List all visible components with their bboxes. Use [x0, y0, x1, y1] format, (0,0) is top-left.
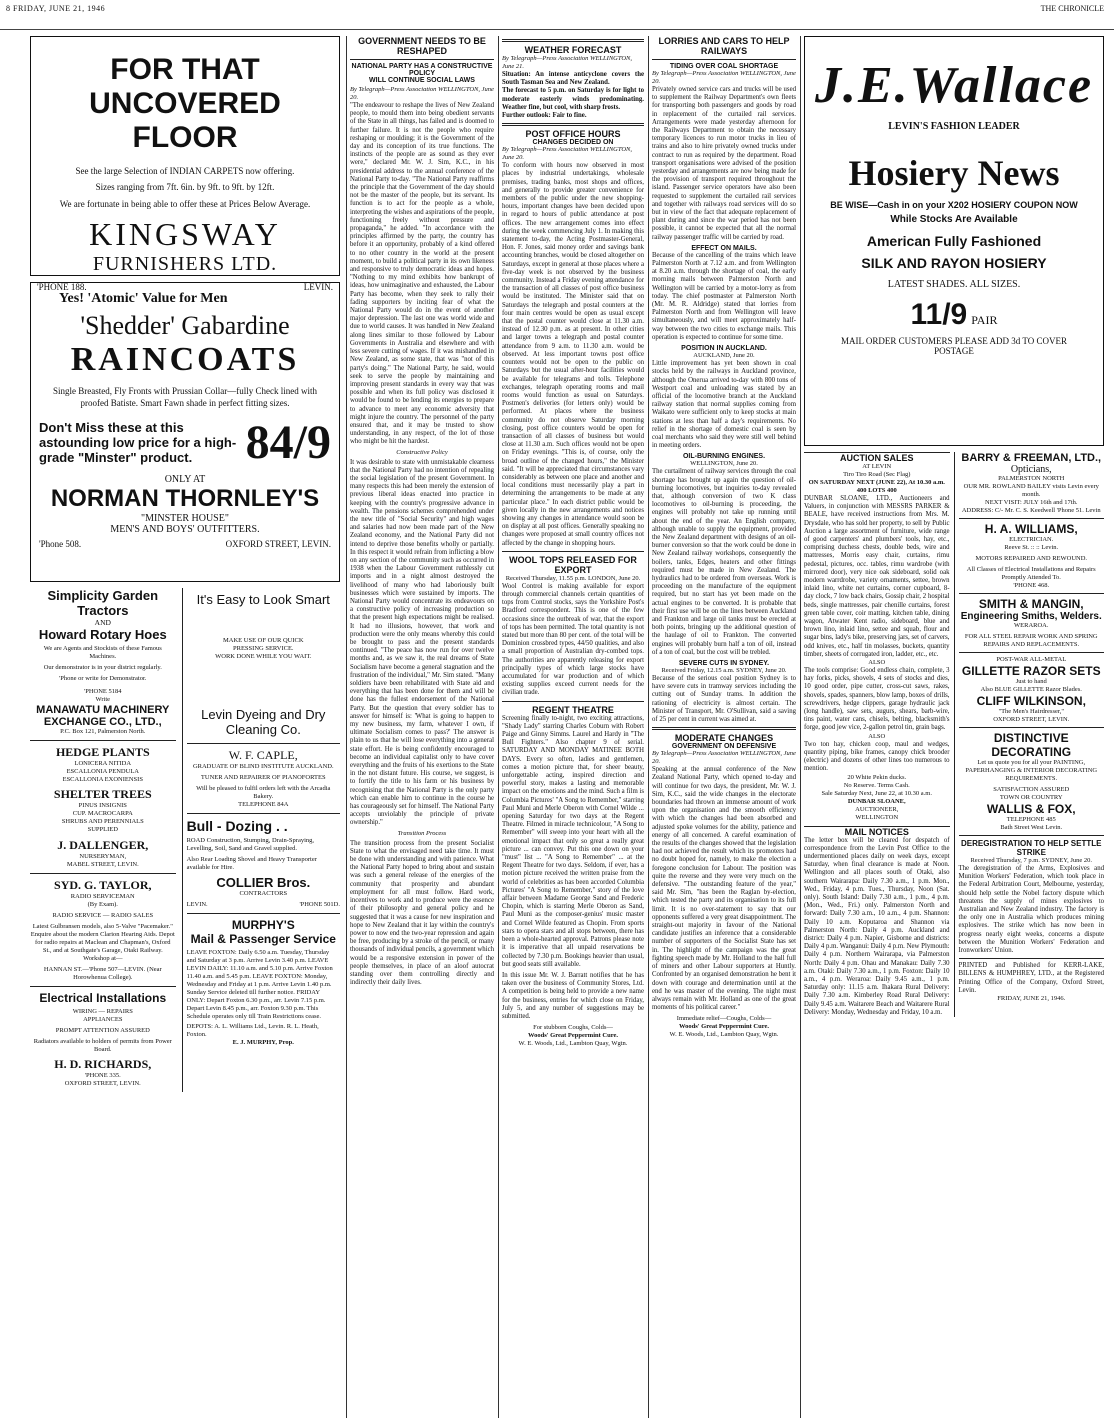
raincoats-l2: 'Shedder' Gabardine	[80, 311, 290, 340]
dereg-received: Received Thursday, 7 p.m. SYDNEY, June 20.	[970, 857, 1093, 864]
column-1	[30, 36, 340, 1092]
column-2	[350, 36, 494, 1416]
dereg-body: The deregistration of the Arms, Explosives and Munition Workers' Federation, which took place in the Federal Arbitration Court, Melbourne, yesterday, should help settle the Nobel factory dispute which threatens the supply of mines explosives to Australian and New Zealand industry. The factory is the only one in Australia which produces mining explosives. The strike which has now been in progress nearly eight weeks, concerns a dispute between the Munition Workers' Federation and Ironworkers' Union.	[958, 865, 1104, 955]
simplicity-ad	[30, 588, 176, 741]
taylor-body: Latest Gulbransen models, also 5-Valve "Pacemaker." Enquire about the modern Clarion Hearing Aids. Depot for radio repairs at Maclean and Chapman's, Oxford St., and at Southgate's Garage, Otaki Railway. Workshop at—	[30, 923, 175, 962]
hedge-addr: MABEL STREET, LEVIN.	[66, 861, 139, 868]
murphy-ad	[187, 914, 340, 1051]
electrical-phone: 'PHONE 335.	[84, 1072, 121, 1079]
raincoats-price: 84/9	[245, 416, 331, 469]
hedge-t2: SHELTER TREES	[53, 787, 152, 801]
gillette-l3: Just to hand	[1015, 678, 1047, 685]
post-body: To conform with hours now observed in most places by industrial undertakings, wholesale premises, trading banks, most shops and offices, and generally to provide greater convenience for members of the public under the new shopping-hours, important changes have been decided upon in regard to hours of public attendance at post offices. The new arrangement comes into effect during the week commencing July 1. In making this statement to-day, the Acting Postmaster-General, Hon. F. Jones, said money order and savings bank accounting branches, would be closed altogether on Saturdays, except in general at those places where a five-day week is not observed by the business community. Instead a Friday evening attendance for the transaction of all classes of post office business would be instituted. The Minister said that on Saturdays the telegraph and postal counters at the four main centres would be open as usual except that the postal counter would close at 11.30 a.m. instead of 12.30 p.m. as at present. In other cities and larger towns a telegraph and postal counter attendance from 9 a.m. to 11.30 a.m. would be observed. At less important towns post office counters would not be open to the public on Saturdays but the usual after-hour facilities would be available for telegrams and tolls. Telephone exchanges, telegraph operating rooms and mail rooms would function as usual on Saturdays. Postmen's deliveries (for letters only) would be performed. At places where the business community do not observe Saturday morning closing, post office counters would be open for transaction of all classes of business but would close at 11.30 a.m. Such offices would not be open on Friday evenings. "This is, of course, only the broad outline of the changed hours," the Minister said. "It will be appreciated that circumstances vary considerably as between one place and another and local conditions must necessarily play a part in determining the arrangements to be made at any particular place." In each district public would be given locally in the new arrangements and notices showing any changes in attendance would soon be on display at all post offices. Generally speaking no changes were proposed at small country offices not affected by the change in shopping hours.	[502, 162, 644, 547]
hedge-list2: PINUS INSIGNIS CUP. MACROCARPA SHRUBS AND PERENNIALS SUPPLIED	[61, 802, 144, 833]
oil-body: The curtailment of railway services through the coal shortage has brought up again the question of oil-burning locomotives, but inquiries to-day revealed that, although conversion of two K class locomotives to oil-burning is proceeding, the engines will probably not take up running until about the end of the year. An English company, although unable to supply the equipment, provided the New Zealand department with designs of an oil-burner conversion so that the work could be done in New Zealand railway workshops, consequently the boilers, tanks, Edges, heaters and other fittings required must be made in New Zealand. The hydraulics had to be ordered from overseas. Work is proceeding on the manufacture of the equipment required, but no start has yet been made on the actual engines to be converted. It is probable that their first use will be on the lines between Auckland and Frankton and large oil tanks must be erected at both points, bringing up the additional question of the haulage of oil to Frankton. The converted engines will probably burn half a ton of oil, instead of a ton of coal, but the cost will be trebled.	[652, 468, 796, 656]
taylor-name: SYD. G. TAYLOR,	[54, 878, 152, 892]
simplicity-p1: We are Agents and Stockists of these Famous Machines.	[43, 645, 162, 660]
gov-body-3: The transition process from the present Socialist State to what the envisaged need take time. It must be done with understanding and with patience. What the National Party hoped to bring about and sustain was such a general release of the energies of the community that prosperity and abundant employment for all must follow. Hard work, incentives to work and to produce were the essence of their philosophy and general policy and he suggested that it was a cause for new inspiration and hope to New Zealand that it lay within the country's power to now end the two-year repression and again be free, producing by a stroke of the pencil, or many thousands of individual pencils, a government which would be a responsive extension in power of the people themselves, in place of an aloof autocrat standing over them controlling directly and indirectly their daily lives.	[350, 839, 494, 987]
woods-ad-2: Woods' Great Peppermint Cure.	[527, 1032, 619, 1040]
wool-title: WOOL TOPS RELEASED FOR EXPORT	[509, 554, 637, 575]
taylor-addr: HANNAN ST.—'Phone 507—LEVIN. (Near Horowhenua College).	[43, 966, 162, 981]
auction-place: Tiro Tiro Road (Sec Flag)	[843, 471, 911, 478]
gillette-addr: OXFORD STREET, LEVIN.	[993, 716, 1070, 723]
williams-ad	[959, 519, 1105, 594]
post-sub: CHANGES DECIDED ON	[532, 139, 614, 147]
imprint-body: PRINTED and Published for KERR-LAKE, BILLENS & HUMPHREY, LTD., at the Registered Printing Office of the Company, Oxford Street, Levin.	[958, 962, 1104, 994]
raincoats-ad	[30, 282, 340, 582]
auction-also-2: ALSO	[868, 732, 886, 740]
kingsway-town: LEVIN.	[303, 282, 333, 292]
barratt-body: In this issue Mr. W. J. Barratt notifies that he has taken over the business of Community Stores, Ltd. A competition is being held to provide a new name for the business, entries for which close on Friday, July 5, and any number of suggestions may be submitted.	[502, 971, 644, 1020]
gillette-role: "The Men's Hairdresser,"	[998, 708, 1065, 715]
sydney-title: SEVERE CUTS IN SYDNEY.	[678, 660, 770, 667]
moderate-sub: GOVERNMENT ON DEFENSIVE	[671, 743, 777, 751]
kingsway-title-1: FOR THAT UNCOVERED	[89, 53, 281, 120]
wallace-wise: BE WISE—Cash in on your X202 HOSIERY COUPON NOW	[830, 200, 1078, 210]
simplicity-p3: 'Phone or write for Demonstrator.	[59, 675, 147, 682]
wallis-sat: SATISFACTION ASSURED	[993, 786, 1070, 793]
weather-forecast: The forecast to 5 p.m. on Saturday is for light to moderate easterly winds predominating. Weather fine, but cool, with sharp frosts.	[502, 87, 644, 111]
smith-body: FOR ALL STEEL REPAIR WORK AND SPRING REPAIRS AND REPLACEMENTS.	[964, 633, 1098, 648]
electrical-rad: Radiators available to holders of permits from Power Board.	[33, 1038, 172, 1053]
auction-lots: 400 LOTS 400	[856, 487, 897, 494]
electrical-name: H. D. RICHARDS,	[54, 1057, 152, 1071]
auction-hens: 20 White Pekin ducks.	[847, 773, 907, 781]
barry-role: Opticians,	[1010, 464, 1052, 475]
wallace-shades: LATEST SHADES. ALL SIZES.	[887, 279, 1021, 290]
dereg-article	[959, 836, 1105, 958]
sydney-body: Because of the serious coal position Sydney is to have severe cuts in tramway services including the cutting out of Sunday trams. In addition the rationing of electricity is almost certain. The Minister of Transport, Mr. O'Sullivan, said a saving of 25 per cent in current was aimed at.	[652, 675, 796, 724]
gillette-l4: Also BLUE GILLETTE Razor Blades.	[980, 686, 1082, 693]
weather-byline: By Telegraph—Press Association WELLINGTON, June 21.	[502, 55, 633, 70]
kingsway-p1: See the large Selection of INDIAN CARPETS now offering.	[75, 166, 295, 176]
smart-title: It's Easy to Look Smart	[196, 592, 330, 607]
electrical-appl: APPLIANCES	[83, 1016, 123, 1023]
wallis-body: Let us quote you for all your PAINTING, PAPERHANGING & INTERIOR DECORATING REQUIREMENTS.	[965, 759, 1098, 782]
header-date: 8 FRIDAY, JUNE 21, 1946	[6, 4, 106, 13]
barry-name: BARRY & FREEMAN, LTD.,	[961, 452, 1102, 464]
kingsway-p2: Sizes ranging from 7ft. 6in. by 9ft. to 9ft. by 12ft.	[95, 182, 275, 192]
raincoats-desc: Single Breasted, Fly Fronts with Prussian Collar—fully Check lined with proofed Batiste. Smart Fawn shade in perfect fitting sizes.	[53, 386, 317, 408]
gillette-ad	[959, 653, 1105, 728]
caple-ad	[187, 744, 340, 814]
caple-name: W. F. CAPLE,	[228, 748, 298, 762]
wallis-town: TOWN OR COUNTRY	[999, 794, 1063, 801]
williams-phone: 'PHONE 468.	[1013, 582, 1050, 589]
moderate-title: MODERATE CHANGES	[674, 733, 774, 744]
kingsway-title-2: FLOOR	[132, 121, 238, 154]
woods-ad-3: W. E. Woods, Ltd., Lambton Quay, Wgtn.	[518, 1040, 628, 1048]
mails-body: Because of the cancelling of the trains which leave Palmerston North at 7.12 a.m. and from Wellington at 8.20 a.m. through the shortage of coal, the early morning mails between Palmerston North and Wellington will be carried by a motor-lorry as from today. The chief postmaster at Palmerston North (Mr. M. R. Aldridge) stated that lorries from Palmerston North and from Wellington will leave simultaneously, and will meet approximately half-way between the two cities to exchange mails. This operation is expected to continue for some time.	[652, 251, 796, 341]
smart-l1: MAKE USE OF OUR QUICK	[223, 637, 304, 644]
electrical-addr: OXFORD STREET, LEVIN.	[64, 1080, 141, 1087]
wallace-fash: American Fully Fashioned	[866, 233, 1042, 249]
mail-title: MAIL NOTICES	[844, 826, 909, 837]
kingsway-name-2: FURNISHERS LTD.	[92, 253, 278, 275]
column-5	[804, 36, 1104, 1017]
auckland-dateline: AUCKLAND, June 20.	[693, 352, 755, 360]
auction-auct: DUNBAR SLOANE,	[847, 797, 906, 805]
auction-title: AUCTION SALES	[839, 453, 914, 463]
header-masthead: THE CHRONICLE	[1040, 4, 1104, 13]
hedge-list1: LONICERA NITIDA ESCALLONIA PENDULA ESCALLONIA EXONIENSIS	[62, 760, 143, 783]
auckland-title: POSITION IN AUCKLAND.	[681, 345, 767, 353]
relief-3: W. E. Woods, Ltd., Lambton Quay, Wgtn.	[669, 1031, 779, 1039]
williams-motors: MOTORS REPAIRED AND REWOUND.	[975, 555, 1088, 562]
wallace-price: 11/9	[910, 298, 968, 331]
kingsway-ad	[30, 36, 340, 292]
smart-ad	[187, 592, 340, 744]
hedge-role: NURSERYMAN,	[79, 853, 127, 860]
barry-addr: ADDRESS: C/- Mr. C. S. Keedwell 'Phone 51. Levin	[961, 507, 1101, 514]
murphy-body: LEAVE FOXTON: Daily 6.50 a.m. Tuesday, Thursday and Saturday at 3 p.m. Arrive Levin 3.40 p.m. LEAVE LEVIN DAILY: 11.10 a.m. and 5.10 p.m. Arrive Foxton 11.40 a.m. and 5.45 p.m. LEAVE FOXTON: Monday, Wednesday and Friday at 1 p.m. Arrive Levin 1.40 p.m. Sunday Service deleted till further notice. FRIDAY ONLY: Depart Foxton 6.30 p.m., arr. Levin 7.15 p.m. Depart Levin 8.45 p.m., arr. Foxton 9.30 p.m. This Schedule operates only till Train Restrictions cease.	[186, 949, 333, 1020]
simplicity-co: MANAWATU MACHINERY EXCHANGE CO., LTD.,	[36, 704, 170, 728]
kingsway-phone: 'PHONE 188.	[37, 282, 87, 292]
column-rule	[648, 36, 649, 1418]
electrical-ad	[30, 987, 176, 1092]
murphy-depots: DEPOTS: A. L. Williams Ltd., Levin. R. L. Heath, Foxton.	[186, 1023, 319, 1038]
imprint	[959, 958, 1105, 1003]
woods-ad-1: For stubborn Coughs, Colds—	[533, 1024, 613, 1032]
hedge-ad	[30, 741, 176, 874]
relief-2: Woods' Great Peppermint Cure.	[678, 1023, 770, 1031]
hedge-t1: HEDGE PLANTS	[55, 745, 150, 759]
wallis-addr: Bath Street West Levin.	[1000, 824, 1063, 831]
wallace-ad	[804, 36, 1104, 446]
taylor-ad	[30, 874, 176, 987]
auction-town: WELLINGTON	[855, 813, 899, 821]
regent-body: Screening finally to-night, two exciting attractions, "Shady Lady" starring Charles Coburn with Robert Paige and Ginny Simms. Laurel and Hardy in "The Bull Fighters." Also chapter 9 of serial. SATURDAY AND MONDAY MATINEE BOTH DAYS. Every so often, ladies and gentlemen, comes a motion picture that, for sheer beauty, unforgettable acting, inspired direction and powerful story, makes a lasting and memorable impact on the emotions and the mind. Such a film is Columbia Pictures' "A Song to Remember," starring Paul Muni and Merle Oberon with Cornel Wilde ... opening Saturday for two days at the Regent Theatre. Filmed in miracle technicolour, "A Song to Remember" will sweep into your heart with all the emotional impact that only so great a really great picture ... can convey. Put this one down on your "must" list ... "A Song to Remember" ... at the Regent Theatre for two days. Seldom, if ever, has a motion picture received the written praise from the world of celebrities as has been accorded Columbia Pictures' "A Song to Remember," story of the love affair between Madame George Sand and Frederic Chopin, which is starring Merle Oberon as Sand, Paul Muni as the composer-genius' music master and Cornel Wilde featured as Chopin. From sports stars to opera stars and all stops between, there has been a whole-hearted approval. Patrons please note it is imperative that all unpaid reservations be collected by 7.30 p.m. Bookings heavier than usual, but good seats still available.	[502, 714, 644, 968]
williams-name: H. A. WILLIAMS,	[984, 522, 1078, 536]
lorries-byline: By Telegraph—Press Association WELLINGTON, June 20.	[652, 70, 796, 85]
bulldoze-body: ROAD Construction, Stumping, Drain-Spraying, Levelling, Soil, Sand and Gravel supplied.	[186, 837, 315, 852]
auction-date: ON SATURDAY NEXT (JUNE 22), At 10.30 a.m.	[808, 479, 945, 486]
auction-body: DUNBAR SLOANE, LTD., Auctioneers and Valuers, in conjunction with MESSRS PARKER & BEALE, have received instructions from Mrs. M. Drysdale, who has sold her property, to sell by Public Auction a large assortment of furniture, wide range of good carpenters' and plumbers' tools, hay, etc., comprising duchess chests, double beds, wire and mattresses, Morris easy chair, curtains, rimu pedestal, pictures, occ. tables, rimu wardrobe (with mirrored door), very nice oak sideboard, solid oak modern warrdrobe, variety ornaments, settee, brown inlaid lino, white net curtains, corner cupboard, 8-day clock, 7 low back chairs, Gossip chair, 2 hospital beds, single mattresses, pair chenille curtains, forest green table cover, coir matting, kitchen table, dining wagon, Atwater Kent radio, sideboard, blue and brown lino, inlaid lino, settee and squab, flour and sugar bins, lady's bike, preserving jars, set of carvers, odd knives, etc., half tin molasses, buckets, quantity timber, sheets of corrugated iron, ladder, etc., etc.	[804, 495, 950, 658]
lorries-title: LORRIES AND CARS TO HELP RAILWAYS	[658, 36, 790, 56]
wallace-while: While Stocks Are Available	[890, 214, 1018, 225]
gillette-l1: POST-WAR ALL-METAL	[996, 656, 1067, 663]
barry-next: NEXT VISIT: JULY 16th and 17th.	[985, 499, 1078, 506]
simplicity-write: Write	[95, 696, 111, 703]
raincoats-outfit: MEN'S AND BOYS' OUTFITTERS.	[110, 524, 260, 535]
wallis-ad	[959, 728, 1105, 836]
raincoats-addr: OXFORD STREET, LEVIN.	[225, 539, 331, 549]
caple-phone: TELEPHONE 84A	[238, 801, 289, 808]
auction-also: ALSO	[868, 659, 886, 667]
gillette-name: CLIFF WILKINSON,	[976, 694, 1086, 708]
wallace-mail: MAIL ORDER CUSTOMERS PLEASE ADD 3d TO COVER POSTAGE	[841, 336, 1067, 356]
mail-body: The letter box will be cleared for despatch of correspondence from the Levin Post Office to the undermentioned places daily on week days, except Saturday, when final clearance is made at Noon. Wellington and all places south of Otaki, also southern Wairarapa: Daily 7.30 a.m., 1 p.m. Mon., Wed., Friday, 4 p.m. Tues., Thursday, Noon (Sat. only). South Island: Daily 7.30 a.m., 1 p.m., 4 p.m. (Mon., Wed., Fri.) only. Palmerston North and forward: Daily 7.30 a.m., 10 a.m., 4 p.m. Shannon: Daily 10 a.m. Koputaroa and Shannon via Palmerston North: Daily 4 p.m. Auckland and district: Daily 4 p.m. Napier, Gisborne and districts: Daily 4 p.m. Wanganui: Daily 4 p.m. New Plymouth: Daily 4 p.m. Northern Wairarapa, via Palmerston North: Daily 4 p.m. Ohau and Manakau: Daily 7.30 a.m. Otaki: Daily 7.30 a.m., 1 p.m. Foxton: Daily 10 a.m., 4 p.m. Weraroa: Daily 9.45 a.m., 1 p.m. Saturday only: 11.15 a.m. Ihakara Rural Delivery: Daily 7.30 a.m. Kimberley Road Rural Delivery: Daily 9.45 a.m. Waitarere Beach and Waitarere Rural Delivery: Monday, Wednesday and Friday, 10 a.m.	[804, 836, 950, 1016]
hedge-name: J. DALLENGER,	[57, 838, 149, 852]
electrical-wiring: WIRING — REPAIRS	[72, 1008, 133, 1015]
lorries-body: Privately owned service cars and trucks will be used to supplement the Railway Department's own fleets for transporting both passengers and goods by road in replacement of the curtailed rail services. Arrangements were made yesterday afternoon for the Railways Department to obtain the necessary temporary licences to run motor trucks in lieu of trains and also to hire privately owned trucks under contract to run as required by the department. Road transport organisations were advised of the position yesterday and arrangements are now being made for the provision of transport required throughout the island. Passenger service operators have also been requested to supplement the curtailed rail services and together with railways road services will do so but in view of the fact that adequate replacement of plant during and since the war period has not been possible, it cannot be expected that all the normal railway passenger traffic will be carried by road.	[652, 86, 796, 241]
barry-ad	[959, 452, 1105, 519]
taylor-svc: RADIO SERVICE — RADIO SALES	[52, 912, 154, 919]
column-rule	[498, 36, 499, 1418]
lorries-sub: TIDING OVER COAL SHORTAGE	[669, 63, 779, 70]
auction-sale: Sale Saturday Next, June 22, at 10.30 a.m.	[821, 789, 932, 797]
raincoats-house: "MINSTER HOUSE"	[141, 513, 229, 524]
murphy-prop: E. J. MURPHY, Prop.	[232, 1039, 294, 1046]
wallace-logo: J.E.Wallace	[814, 57, 1094, 114]
raincoats-miss: Don't Miss these at this astounding low price for a high-grade "Minster" product.	[39, 420, 237, 465]
simplicity-t1: Simplicity Garden Tractors	[47, 588, 159, 618]
oil-title: OIL-BURNING ENGINES.	[682, 453, 766, 461]
raincoats-only: ONLY AT	[164, 474, 206, 485]
caple-grad: GRADUATE OF BLIND INSTITUTE AUCKLAND.	[192, 763, 334, 770]
bulldoze-title: Bull - Dozing . .	[186, 818, 288, 834]
gov-head-2: NATIONAL PARTY HAS A CONSTRUCTIVE POLICY	[351, 63, 493, 77]
gov-body-2: It was desirable to state with unmistakable clearness that the National Party had no intention of repealing the social legislation of the present Government. In many respects this had been merely the extension of previous liberal ideas enacted into practice in keeping with the country's progressive advance in wealth. The pensions schemes comprehended under the new title of "Social Security" and high wages and salaries had now been made part of the New Zealand economy, and the National Party did not intend to deprive those benefits wholly or partially. In this respect it would refrain from inflicting a blow on any section of the community such as occurred in 1938 when the Labour Government ruthlessly cut imports and in a night almost destroyed the livelihood of many who had laboriously built businesses which were sustained by imports. The National Party would concentrate its endeavours on a constructive policy of increasing production so that the present high expectations might be realised. It had no illusions, however, that work and production were the only means whereby this could be brought to pass and the present standards continued. "The peace has now run for over twelve months and, as we saw it, the real dreams of State Socialism have become a general stagnation and the frustration of the individual," Mr. Sim stated. "Many soldiers have been rehabilitated with State aid and everything that has been done for them and will be done has the fullest endorsement of the National Party. But the question that every soldier has to answer for himself is: 'What is going to happen to my new business, my farm, whatever I own, if ultimate Socialism comes to pass?' The answer is plain to us that he will lose everything into a general state effort. He is being confidently encouraged to become an individual capitalist only to have cover everything and the fruits of his exertions to the State in the not distant future. His course, we suggest, is to fortify the title to his farm or his business by recognising that the National Party is the only party which can enable him to continue in the course he has courageously set for himself. The National Party accepts unviolably the principle of private ownership."	[350, 458, 494, 827]
barry-rep: OUR MR. ROWLAND BAILEY visits Levin every month.	[963, 483, 1099, 498]
auction-at: AT LEVIN	[862, 463, 892, 470]
wallis-title: DISTINCTIVE DECORATING	[991, 731, 1072, 759]
regent-title: REGENT THEATRE	[532, 704, 614, 715]
post-byline: By Telegraph—Press Association WELLINGTON, June 20.	[502, 146, 633, 162]
smith-town: WERAROA.	[1014, 622, 1049, 629]
weather-outlook: Further outlook: Fair to fine.	[502, 112, 587, 120]
oil-dateline: WELLINGTON, June 20.	[690, 460, 758, 468]
caple-tuner: TUNER AND REPAIRER OF PIANOFORTES	[200, 774, 326, 781]
imprint-date: FRIDAY, JUNE 21, 1946.	[997, 995, 1066, 1003]
raincoats-l1: Yes! 'Atomic' Value for Men	[59, 291, 228, 306]
williams-all: All Classes of Electrical Installations and Repairs Promptly Attended To.	[966, 566, 1096, 581]
auction-terms: No Reserve. Terms Cash.	[843, 781, 910, 789]
smith-role: Engineering Smiths, Welders.	[960, 611, 1102, 622]
auction-ad	[804, 452, 950, 822]
moderate-body: Speaking at the annual conference of the New Zealand National Party, which opened to-day and will continue for two days, the president, Mr. W. J. Sim, K.C., said the wide changes in the electorate boundaries had thrown an immense amount of work upon the organisation and the smooth efficiency with which the changes had been absorbed and adjusted spoke volumes for the ability, patience and energy of all concerned. A careful examination of the results of the changes showed that the legislation had not achieved the result which its promoters had no doubt hoped for, namely, to make the election a foregone conclusion for Labour. The position was quite the reverse and they were very much on the defensive. "The outstanding feature of the year," said Mr. Sim, "has been the Raglan by-election, which tested the party and its organisation to its full limit. It is no over-statement to say that our opponents suffered a very great disappointment. The straight-out majority in favour of the National candidate justifies an inference that a considerable number of supporters of the Socialist State has set in. The highlight of the campaign was the great fighting speech made by Mr. Holland to the hall full of miners and other Labour supporters at Huntly. Confronted by an organised demonstration he bent it down with courage and determination until at the end he was master of the evening. The night must always remain with Mr. Holland as one of the great moments of his political career."	[652, 766, 796, 1012]
caple-body: Will be pleased to fulfil orders left with the Arcadia Bakery.	[196, 785, 331, 800]
bulldoze-role: CONTRACTORS	[239, 890, 288, 897]
mails-title: EFFECT ON MAILS.	[691, 244, 757, 252]
electrical-title: Electrical Installations	[39, 991, 167, 1005]
dyeing-title: Levin Dyeing and Dry Cleaning Co.	[201, 707, 326, 737]
gov-body-1: "The endeavour to reshape the lives of New Zealand people, to mould them into being obedient servants of the State in all things, has failed and is doomed to further failure. It is not the people who require reshaping or moulding; it is the Government of the day and its conception of its true functions. The instincts of the people are as sound as they ever were," declared Mr. W. J. Sim, K.C., in his presidential address to the annual conference of the National Party to-day. "The National Party reaffirms the principle that the Government of the day should not be the master of the people, but its servant. Its function is to act for the people as a whole, interpreting the wishes and aspirations of the people, functioning freely without pressure and propaganda," he added. "In accordance with the principles affirmed by the party, the country has before it an opportunity, probably of a kind offered to no other country in the world at the present moment, to build a political party in its own likeness and responsive to truly democratic ideas and hopes. "Nothing to my mind exhibits how bankrupt of ideas, how unimaginative and exhausted, the Labour Party has become, when they seek to rally their fading supporters by inciting fear of what the National Party would do in the event of another major depression. The last one was world wide and due to world causes. It was handled in New Zealand along lines similar to those followed by Labour Governments in Australia and elsewhere and with less severe cutting of wages. If it was mishandled in New Zealand, as some state, that was "not of this party's doing." The National Party, he said, would seek to serve the people by maintaining and improving present standards in every way that was possible and when its full policy was disclosed it would be found to be lending its energies to prepare to advance to meet any economic adversity that might injure the country. The personnel of the party ensured that, and it may be trusted to show understanding, in any respect, of the lot of those who might be hit the hardest.	[350, 102, 494, 446]
raincoats-l3: RAINCOATS	[70, 341, 300, 378]
taylor-role: RADIO SERVICEMAN	[70, 893, 135, 900]
gov-head-3: WILL CONTINUE SOCIAL LAWS	[369, 77, 475, 84]
wallace-leader: LEVIN'S FASHION LEADER	[888, 121, 1020, 132]
bulldoze-name: COLLIER Bros.	[216, 875, 311, 890]
auction-cattle: Two ton hay, chicken coop, maul and wedges, quantity piping, bike frames, canopy chick brooder (electric) and dozens of other lines too numerous to mention.	[804, 740, 950, 773]
gov-sub-1: Constructive Policy	[396, 448, 448, 456]
murphy-title-2: Mail & Passenger Service	[190, 932, 336, 946]
wallace-title: Hosiery News	[848, 153, 1060, 193]
smith-name: SMITH & MANGIN,	[978, 597, 1084, 611]
simplicity-p2: Our demonstrator is in your district regularly.	[43, 664, 162, 671]
kingsway-p3: We are fortunate in being able to offer these at Prices Below Average.	[59, 199, 311, 209]
column-3	[502, 36, 644, 1416]
barry-town: PALMERSTON NORTH	[998, 475, 1065, 482]
bulldoze-ad	[187, 814, 340, 914]
post-title: POST OFFICE HOURS	[525, 129, 621, 140]
kingsway-name: KINGSWAY	[89, 216, 281, 252]
page-header	[0, 0, 1114, 30]
auckland-body: Little improvement has yet been shown in coal stocks held by the railways in Auckland province, although the Onerua arrived to-day with 800 tons of Westport coal and unloading was stated by an official of the locomotive branch at the Auckland railway station that normal supplies coming from Waikato were sufficient only to keep stocks at main stations at less than half a day's requirements. No relief in the shortage of domestic coal is seen by coal merchants who said they were still well behind in meeting orders.	[652, 360, 796, 450]
moderate-byline: By Telegraph—Press Association WELLINGTON, June 20.	[652, 750, 796, 766]
column-rule	[346, 36, 347, 1418]
simplicity-t2: Howard Rotary Hoes	[38, 627, 167, 642]
bulldoze-body2: Also Rear Loading Shovel and Heavy Transporter available for Hire.	[186, 856, 317, 871]
wallace-silk: SILK AND RAYON HOSIERY	[861, 255, 1047, 271]
sydney-received: Received Friday, 12.15 a.m. SYDNEY, June 20.	[661, 667, 787, 674]
auction-role: AUCTIONEER,	[855, 805, 899, 813]
wallis-phone: TELEPHONE 485	[1006, 816, 1056, 823]
column-4	[652, 36, 796, 1416]
bulldoze-town: LEVIN.	[186, 901, 208, 908]
column-rule	[800, 36, 801, 1418]
auction-tools: The tools comprise: Good endless chain, complete, 3 hay forks, picks, shovels, 4 sets of stocks and dies, 10 good order, pipe cutter, cross-cut saws, rakes, shovels, spades, spanners, blow lamp, boxes of drills, screwdrivers, hedge clippers, garage hydraulic jack (long handle), saw sets, augurs, shears, barb-wire, tins paint, water cans, chisels, belting, blacksmith's forge, good jew vice, 2-gallon petrol tin, grain bags.	[804, 667, 950, 732]
bulldoze-phone: 'PHONE 501D.	[299, 901, 340, 908]
wool-received: Received Thursday, 11.55 p.m. LONDON, June 20.	[505, 574, 641, 582]
electrical-prompt: PROMPT ATTENTION ASSURED	[55, 1027, 150, 1034]
smart-l2: PRESSING SERVICE.	[233, 645, 294, 652]
weather-title: WEATHER FORECAST	[524, 45, 622, 55]
raincoats-phone: 'Phone 508.	[39, 539, 82, 549]
taylor-exam: (By Exam).	[87, 901, 118, 908]
gov-head-1: GOVERNMENT NEEDS TO BE RESHAPED	[358, 36, 486, 56]
simplicity-and: AND	[94, 618, 111, 627]
weather-situation: Situation: An intense anticyclone covers the South Tasman Sea and New Zealand.	[502, 71, 644, 87]
smith-ad	[959, 594, 1105, 653]
raincoats-shop: NORMAN THORNLEY'S	[50, 485, 320, 512]
simplicity-phone: 'PHONE 5184	[84, 688, 122, 695]
smart-l3: WORK DONE WHILE YOU WAIT.	[215, 653, 312, 660]
murphy-title-1: MURPHY'S	[231, 918, 295, 932]
williams-role: ELECTRICIAN.	[1009, 536, 1054, 543]
simplicity-box: P.C. Box 121, Palmerston North.	[60, 728, 146, 735]
gov-byline: By Telegraph—Press Association WELLINGTON, June 20.	[350, 86, 494, 101]
mail-notices	[804, 826, 950, 1017]
williams-addr: Reeve St. :: :: Levin.	[1004, 544, 1059, 551]
wallis-name: WALLIS & FOX,	[986, 802, 1076, 816]
dereg-title: DEREGISTRATION TO HELP SETTLE STRIKE	[961, 839, 1102, 857]
gillette-l2: GILLETTE RAZOR SETS	[961, 664, 1101, 678]
wallace-pair: PAIR	[971, 313, 998, 327]
gov-sub-2: Transition Process	[397, 829, 447, 837]
relief-1: Immediate relief—Coughs, Colds—	[676, 1015, 772, 1023]
wool-body: Wool Control is making available for export through commercial channels certain quantities of tops from Control stocks, says the Yorkshire Post's Bradford correspondent. This is one of the few occasions since the outbreak of war, that the export of tops has been permitted. The total quantity is not stated but more than 80 per cent. of the total will be Dominion crossbred types, 44/50 qualities, and also a small proportion of Australian dry-combed tops. The authorities are apparently releasing for export principally types of which large stocks have accumulated for war production and of which existing supplies exceed current needs for the civilian trade.	[502, 582, 644, 697]
